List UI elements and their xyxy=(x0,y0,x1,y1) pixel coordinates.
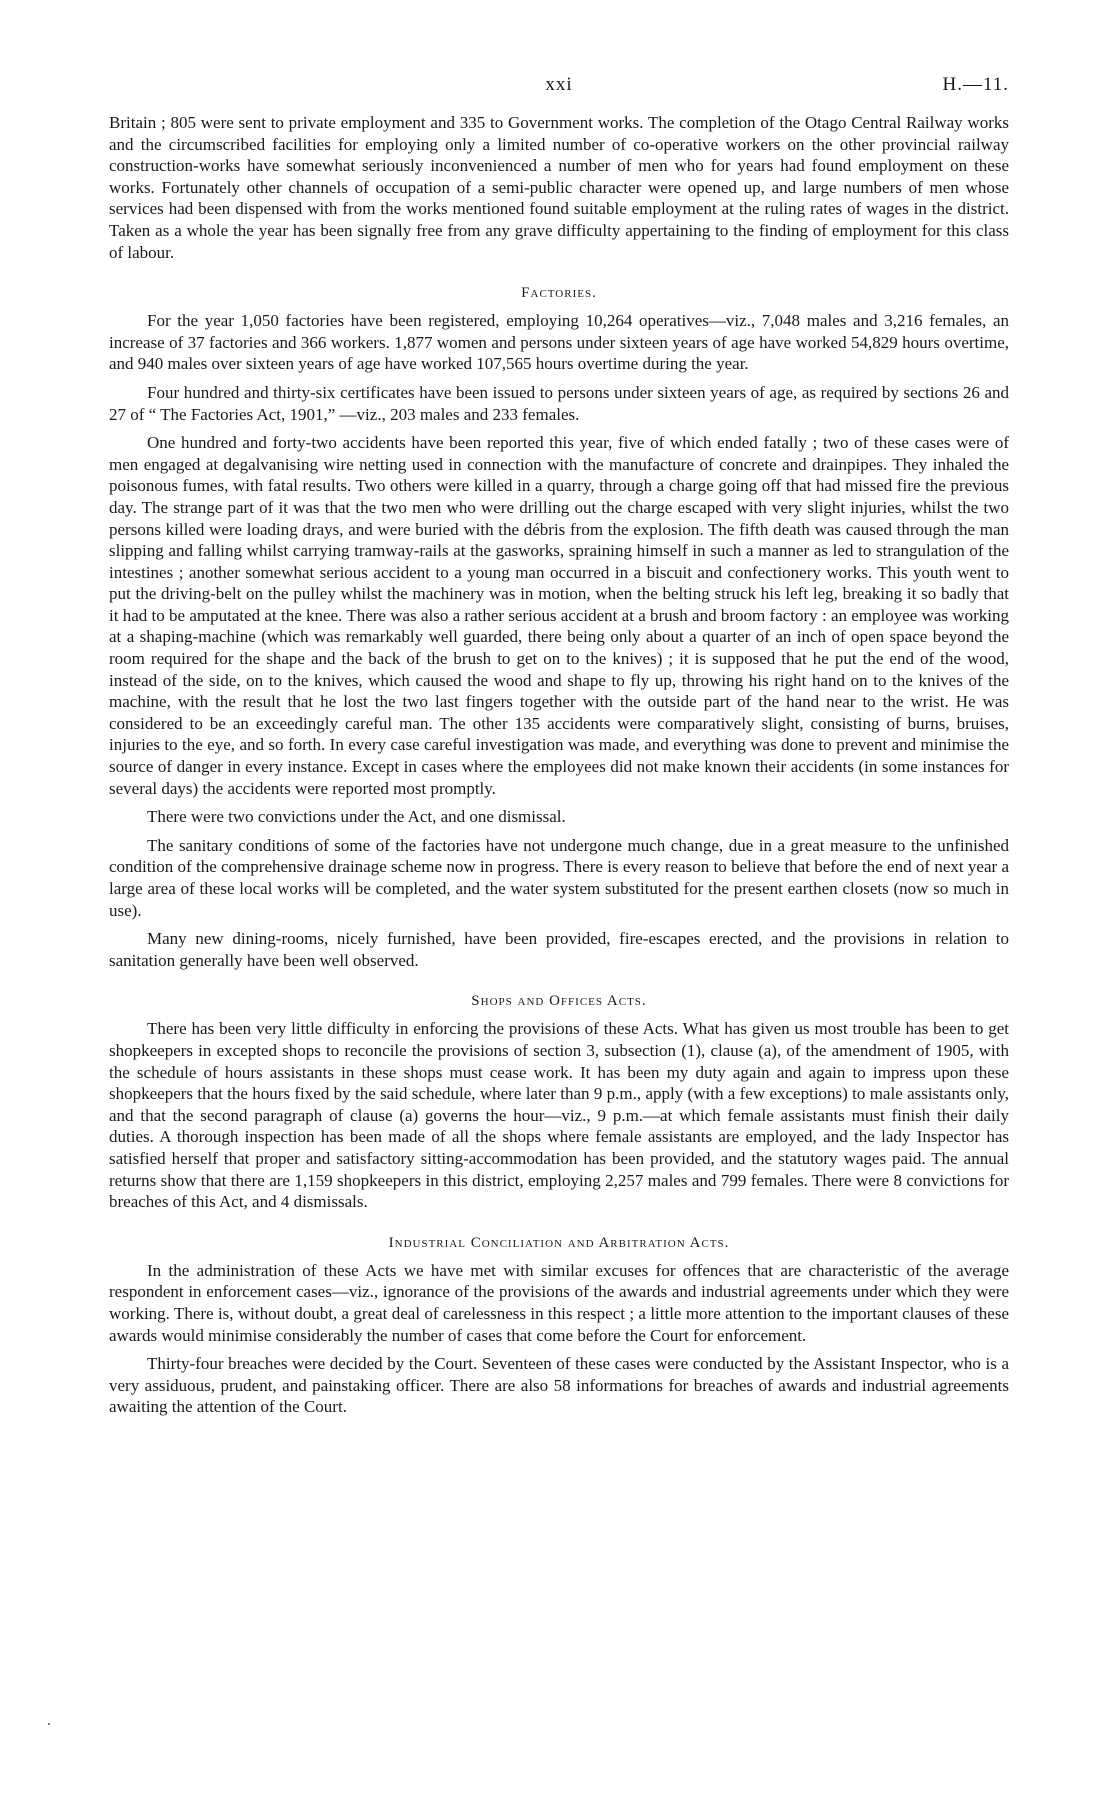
document-page xyxy=(109,60,1009,1418)
scan-speck xyxy=(48,1723,50,1725)
factories-paragraph: One hundred and forty-two accidents have been reported this year, five of which ended fatally ; two of these cases were of men engaged at degalvanising wire netting used in connection with the manufacture of concrete and drainpipes. They inhaled the poisonous fumes, with fatal results. Two others were killed in a quarry, through a charge going off that had missed fire the previous day. The strange part of it was that the two men who were drilling out the charge escaped with very slight injuries, whilst the two persons killed were loading drays, and were buried with the débris from the explosion. The fifth death was caused through the man slipping and falling whilst carrying tramway-rails at the gasworks, spraining himself in such a manner as led to strangulation of the intestines ; another somewhat serious accident to a young man occurred in a biscuit and confectionery works. This youth went to put the driving-belt on the pulley whilst the machinery was in motion, when the belting struck his left leg, breaking it so badly that it had to be amputated at the knee. There was also a rather serious accident at a brush and broom factory : an employee was working at a shaping-machine (which was remarkably well guarded, there being only about a quarter of an inch of open space beyond the room required for the shape and the back of the brush to get on to the knives) ; it is supposed that he put the end of the wood, instead of the side, on to the knives, which caused the wood and shape to fly up, throwing his right hand on to the knives of the machine, with the result that he lost the two last fingers together with the outside part of the hand near to the wrist. He was considered to be an exceedingly careful man. The other 135 accidents were comparatively slight, consisting of burns, bruises, injuries to the eye, and so forth. In every case careful investigation was made, and everything was done to prevent and minimise the source of danger in every instance. Except in cases where the employees did not make known their accidents (in some instances for several days) the accidents were reported most promptly. xyxy=(109,433,1009,798)
factories-paragraph: There were two convictions under the Act, and one dismissal. xyxy=(147,807,566,827)
section-heading-factories: Factories. xyxy=(521,285,597,302)
intro-paragraph: Britain ; 805 were sent to private employment and 335 to Government works. The completion of the Otago Central Railway works and the circumscribed facilities for employing only a limited number of co-operative workers on the other provincial railway construction-works have somewhat seriously inconvenienced a number of men who for years had found employment on these works. Fortunately other channels of occupation of a semi-public character were opened up, and large numbers of men whose services had been dispensed with from the works mentioned found suitable employment at the ruling rates of wages in the district. Taken as a whole the year has been signally free from any grave difficulty appertaining to the finding of employment for this class of labour. xyxy=(109,113,1009,262)
factories-paragraph: Many new dining-rooms, nicely furnished, have been provided, fire-escapes erected, and the provisions in relation to sanitation generally have been well observed. xyxy=(109,929,1009,970)
section-heading-arbitration: Industrial Conciliation and Arbitration Acts. xyxy=(388,1234,730,1251)
factories-paragraph: Four hundred and thirty-six certificates have been issued to persons under sixteen years of age, as required by sections 26 and 27 of “ The Factories Act, 1901,” —viz., 203 males and 233 females. xyxy=(109,382,1009,424)
arbitration-paragraph: In the administration of these Acts we have met with similar excuses for offences that are characteristic of the average respondent in enforcement cases—viz., ignorance of the provisions of the awards and industrial agreements under which they were working. There is, without doubt, a great deal of carelessness in this respect ; a little more attention to the important clauses of these awards would minimise considerably the number of cases that come before the Court for enforcement. xyxy=(109,1260,1009,1345)
page-header xyxy=(109,60,1009,100)
section-heading-shops-offices: Shops and Offices Acts. xyxy=(471,993,647,1010)
document-reference: H.—11. xyxy=(942,74,1009,95)
factories-paragraph: The sanitary conditions of some of the factories have not undergone much change, due in a great measure to the unfinished condition of the comprehensive drainage scheme now in progress. There is every reason to believe that before the end of next year a large area of these local works will be completed, and the water system substituted for the present earthen closets (now so much in use). xyxy=(109,835,1009,920)
factories-paragraph: For the year 1,050 factories have been registered, employing 10,264 operatives—viz., 7,048 males and 3,216 females, an increase of 37 factories and 366 workers. 1,877 women and persons under sixteen years of age have worked 54,829 hours overtime, and 940 males over sixteen years of age have worked 107,565 hours overtime during the year. xyxy=(109,311,1009,374)
shops-paragraph: There has been very little difficulty in enforcing the provisions of these Acts. What has given us most trouble has been to get shopkeepers in excepted shops to reconcile the provisions of section 3, subsection (1), clause (a), of the amendment of 1905, with the schedule of hours assistants in these shops must cease work. It has been my duty again and again to impress upon these shopkeepers that the hours fixed by the said schedule, where later than 9 p.m., apply (with a few exceptions) to male assistants only, and that the second paragraph of clause (a) governs the hour—viz., 9 p.m.—at which female assistants must finish their daily duties. A thorough inspection has been made of all the shops where female assistants are employed, and the lady Inspector has satisfied herself that proper and satisfactory sitting-accommodation has been provided, and the statutory wages paid. The annual returns show that there are 1,159 shopkeepers in this district, employing 2,257 males and 799 females. There were 8 convictions for breaches of this Act, and 4 dismissals. xyxy=(109,1019,1009,1212)
page-number: xxi xyxy=(545,74,573,95)
arbitration-paragraph: Thirty-four breaches were decided by the Court. Seventeen of these cases were conducted by the Assistant Inspector, who is a very assiduous, prudent, and painstaking officer. There are also 58 informations for breaches of awards and industrial agreements awaiting the attention of the Court. xyxy=(109,1354,1009,1417)
